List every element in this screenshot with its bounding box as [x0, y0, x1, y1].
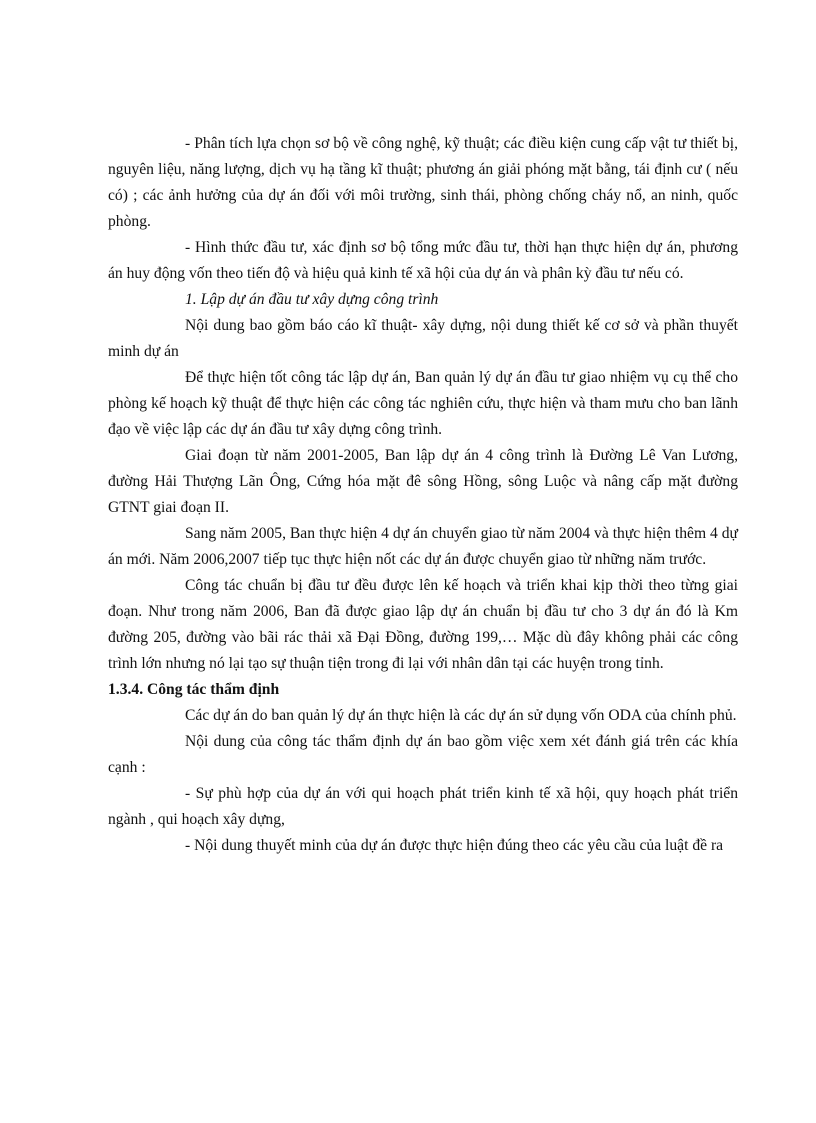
paragraph-oda-projects: Các dự án do ban quản lý dự án thực hiện là các dự án sử dụng vốn ODA của chính phủ. — [185, 707, 737, 724]
paragraph-content: Nội dung bao gồm báo cáo kĩ thuật- xây dựng, nội dung thiết kế cơ sở và phần thuyết minh dự án — [108, 317, 738, 360]
subheading-project-preparation: 1. Lập dự án đầu tư xây dựng công trình — [185, 291, 439, 308]
paragraph-implementation: Để thực hiện tốt công tác lập dự án, Ban quản lý dự án đầu tư giao nhiệm vụ cụ thể cho phòng kế hoạch kỹ thuật để thực hiện các công tác nghiên cứu, thực hiện và tham mưu cho ban lãnh đạo về việc lập các dự án đầu tư xây dựng công trình. — [108, 369, 738, 438]
paragraph-year-2005: Sang năm 2005, Ban thực hiện 4 dự án chuyển giao từ năm 2004 và thực hiện thêm 4 dự án mới. Năm 2006,2007 tiếp tục thực hiện nốt các dự án được chuyển giao từ những năm trước. — [108, 525, 738, 568]
paragraph-bullet-investment-form: - Hình thức đầu tư, xác định sơ bộ tổng mức đầu tư, thời hạn thực hiện dự án, phương án huy động vốn theo tiến độ và hiệu quả kinh tế xã hội của dự án và phân kỳ đầu tư nếu có. — [108, 239, 738, 282]
paragraph-bullet-technology: - Phân tích lựa chọn sơ bộ về công nghệ, kỹ thuật; các điều kiện cung cấp vật tư thiết bị, nguyên liệu, năng lượng, dịch vụ hạ tầng kĩ thuật; phương án giải phóng mặt bằng, tái định cư ( nếu có) ; các ảnh hưởng của dự án đối với môi trường, sinh thái, phòng chống cháy nổ, an ninh, quốc phòng. — [108, 135, 738, 230]
paragraph-bullet-planning: - Sự phù hợp của dự án với qui hoạch phát triển kinh tế xã hội, quy hoạch phát triển ngành , qui hoạch xây dựng, — [108, 785, 738, 828]
paragraph-appraisal-content: Nội dung của công tác thẩm định dự án bao gồm việc xem xét đánh giá trên các khía cạnh : — [108, 733, 738, 776]
paragraph-period-2001-2005: Giai đoạn từ năm 2001-2005, Ban lập dự án 4 công trình là Đường Lê Van Lương, đường Hải Thượng Lãn Ông, Cứng hóa mặt đê sông Hồng, sông Luộc và nâng cấp mặt đường GTNT giai đoạn II. — [108, 447, 738, 516]
section-heading-appraisal: 1.3.4. Công tác thẩm định — [108, 681, 280, 698]
paragraph-preparation-work: Công tác chuẩn bị đầu tư đều được lên kế hoạch và triển khai kịp thời theo từng giai đoạn. Như trong năm 2006, Ban đã được giao lập dự án chuẩn bị đầu tư cho 3 dự án đó là Km đường 205, đường vào bãi rác thải xã Đại Đồng, đường 199,… Mặc dù đây không phải các công trình lớn nhưng nó lại tạo sự thuận tiện trong đi lại với nhân dân tại các huyện trong tỉnh. — [108, 577, 738, 672]
paragraph-bullet-explanation: - Nội dung thuyết minh của dự án được thực hiện đúng theo các yêu cầu của luật đề ra — [185, 837, 724, 854]
document-page — [108, 131, 738, 859]
